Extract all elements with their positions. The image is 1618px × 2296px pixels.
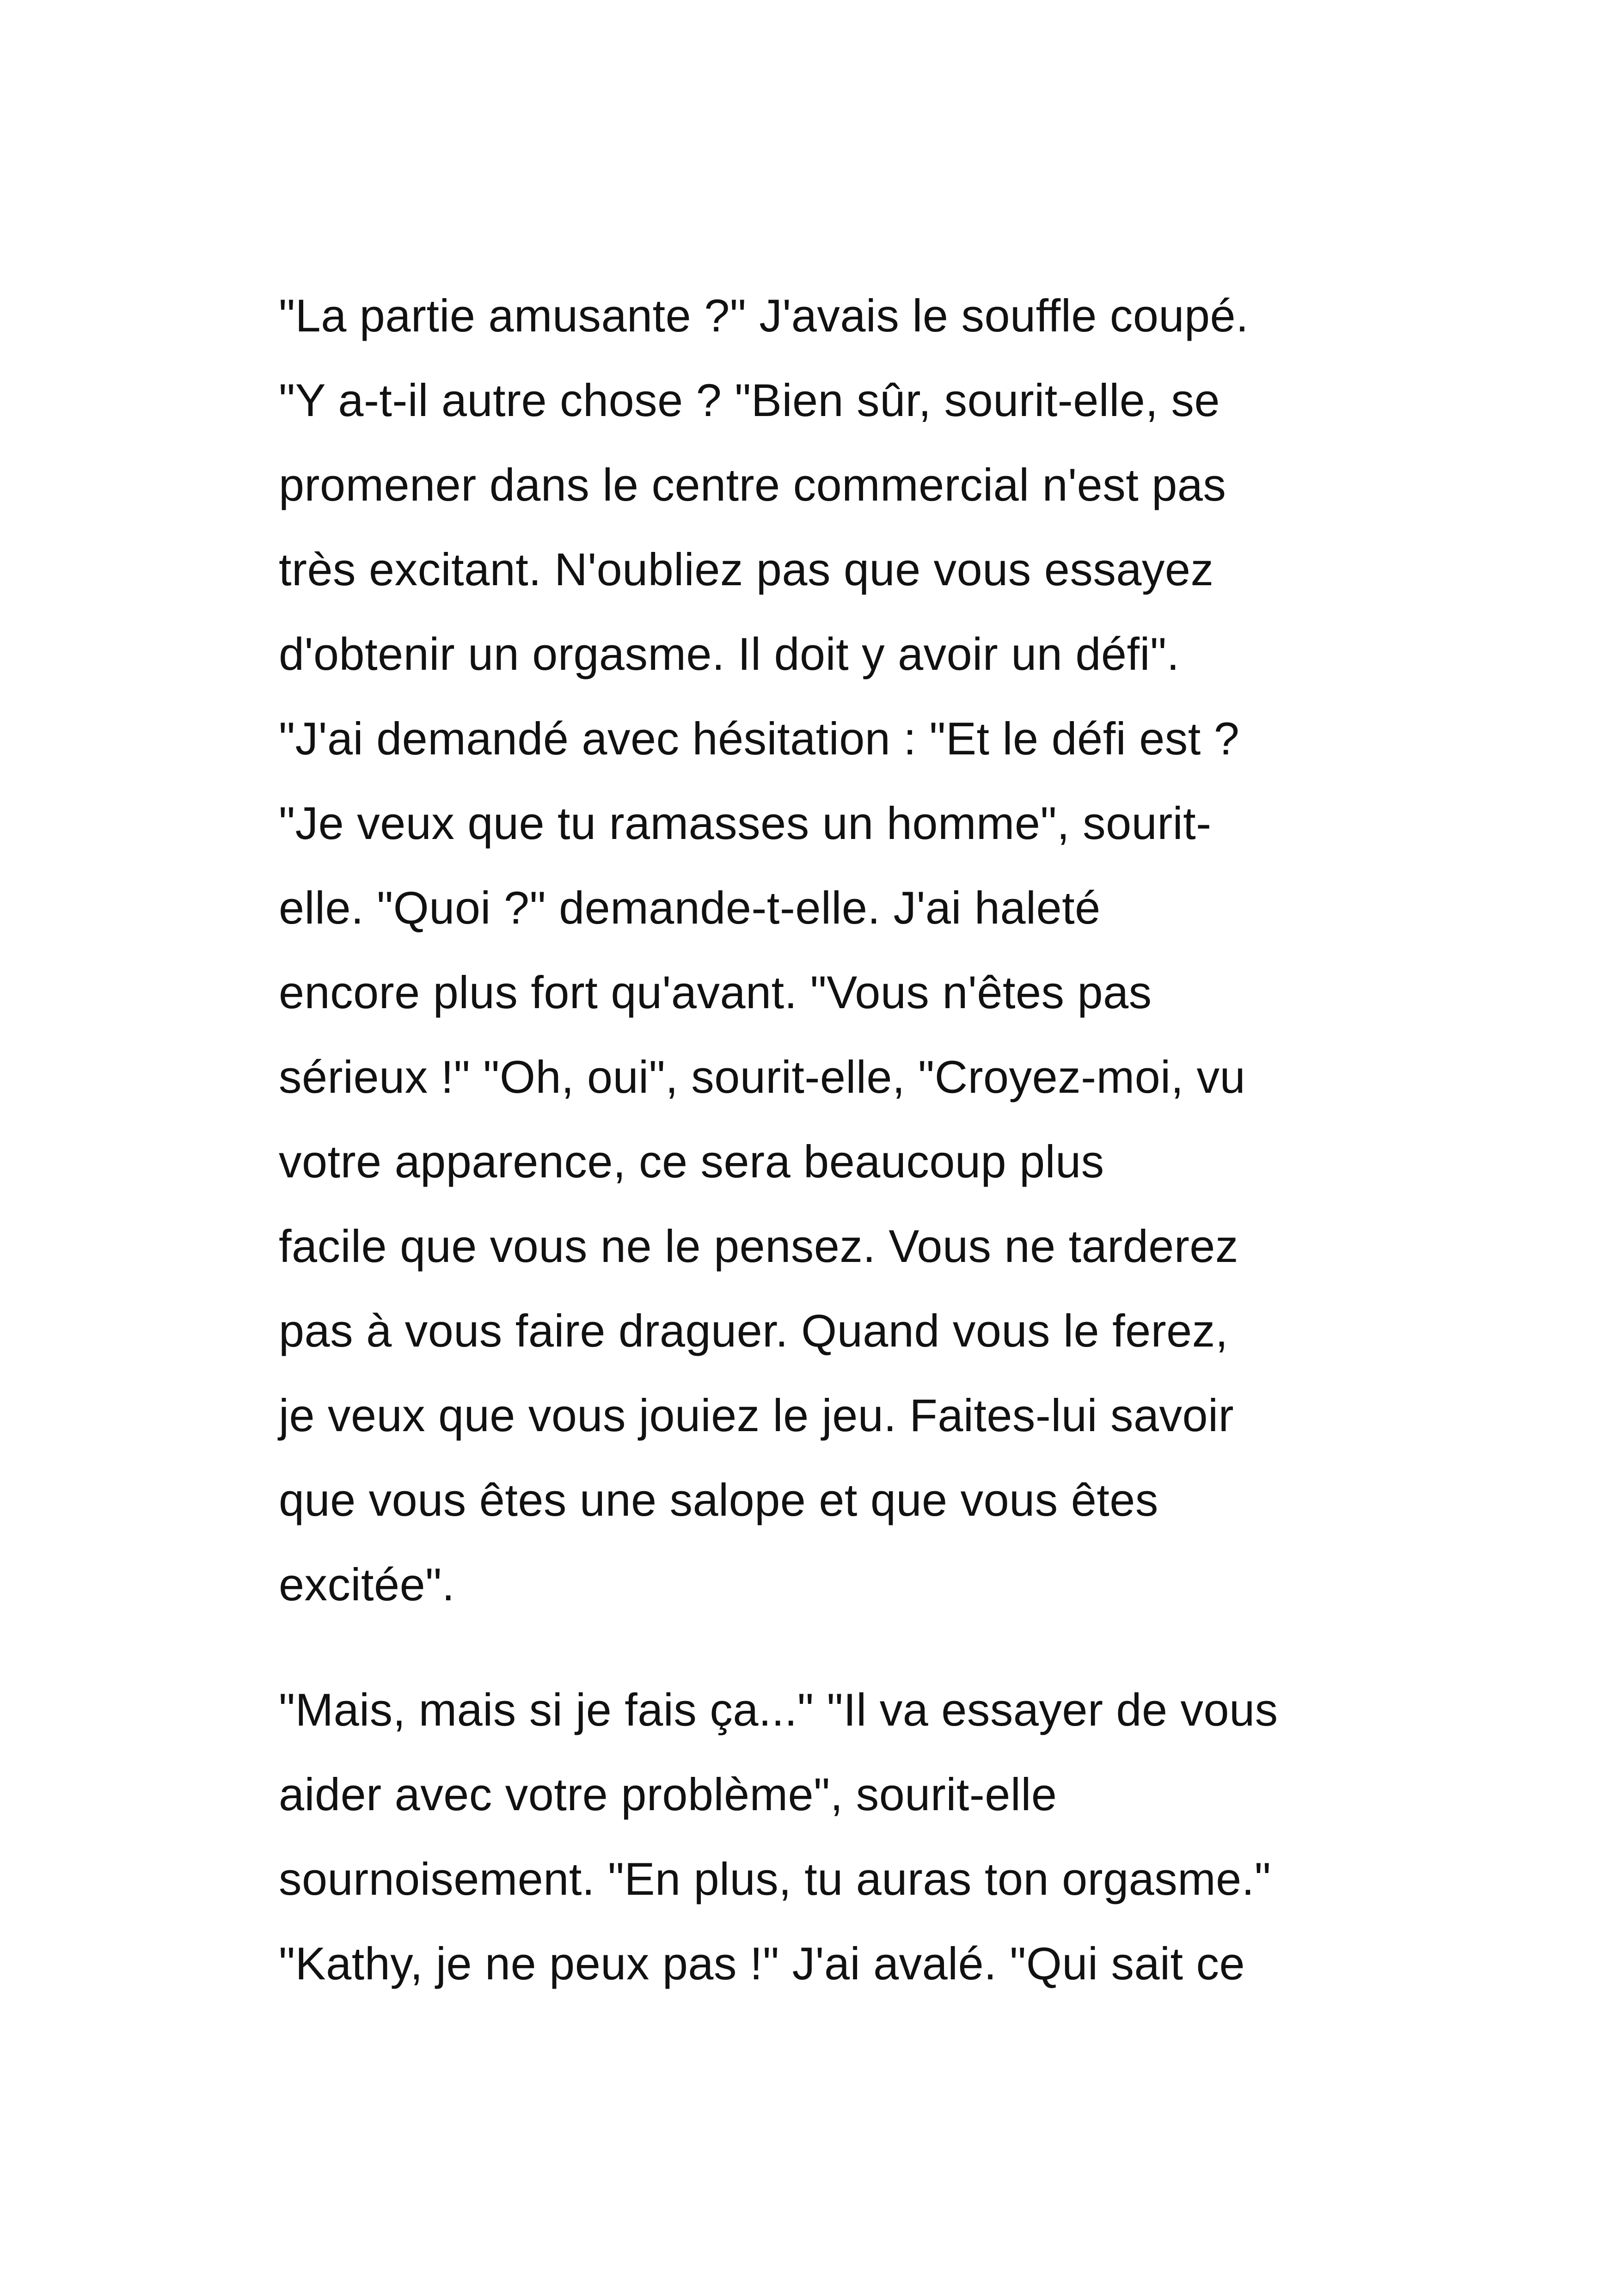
- text-line: excitée".: [279, 1559, 455, 1610]
- text-line: que vous êtes une salope et que vous êtes: [279, 1474, 1158, 1525]
- text-line: je veux que vous jouiez le jeu. Faites-lui savoir: [279, 1390, 1234, 1441]
- text-line: sérieux !" "Oh, oui", sourit-elle, "Croyez-moi, vu: [279, 1051, 1246, 1102]
- text-line: promener dans le centre commercial n'est pas: [279, 459, 1226, 510]
- text-line: "Je veux que tu ramasses un homme", sourit-: [279, 797, 1212, 849]
- text-line: "La partie amusante ?" J'avais le souffle coupé.: [279, 290, 1249, 341]
- text-line: votre apparence, ce sera beaucoup plus: [279, 1136, 1104, 1187]
- text-line: "Mais, mais si je fais ça..." "Il va essayer de vous: [279, 1684, 1278, 1735]
- text-line: sournoisement. "En plus, tu auras ton orgasme.": [279, 1853, 1271, 1904]
- text-line: "Kathy, je ne peux pas !" J'ai avalé. "Qui sait ce: [279, 1938, 1245, 1989]
- text-line: très excitant. N'oubliez pas que vous essayez: [279, 544, 1214, 595]
- text-line: encore plus fort qu'avant. "Vous n'êtes pas: [279, 967, 1152, 1018]
- text-line: aider avec votre problème", sourit-elle: [279, 1769, 1057, 1820]
- text-line: "Y a-t-il autre chose ? "Bien sûr, sourit-elle, se: [279, 374, 1220, 426]
- paragraph-2: [279, 1681, 1351, 2020]
- paragraph-spacer: [279, 1641, 1351, 1681]
- text-line: facile que vous ne le pensez. Vous ne tarderez: [279, 1220, 1238, 1272]
- text-line: elle. "Quoi ?" demande-t-elle. J'ai haleté: [279, 882, 1101, 933]
- text-line: "J'ai demandé avec hésitation : "Et le défi est ?: [279, 713, 1240, 764]
- paragraph-1: [279, 287, 1351, 1641]
- text-line: pas à vous faire draguer. Quand vous le ferez,: [279, 1305, 1228, 1356]
- body-text: [279, 287, 1351, 2020]
- text-line: d'obtenir un orgasme. Il doit y avoir un défi".: [279, 628, 1180, 680]
